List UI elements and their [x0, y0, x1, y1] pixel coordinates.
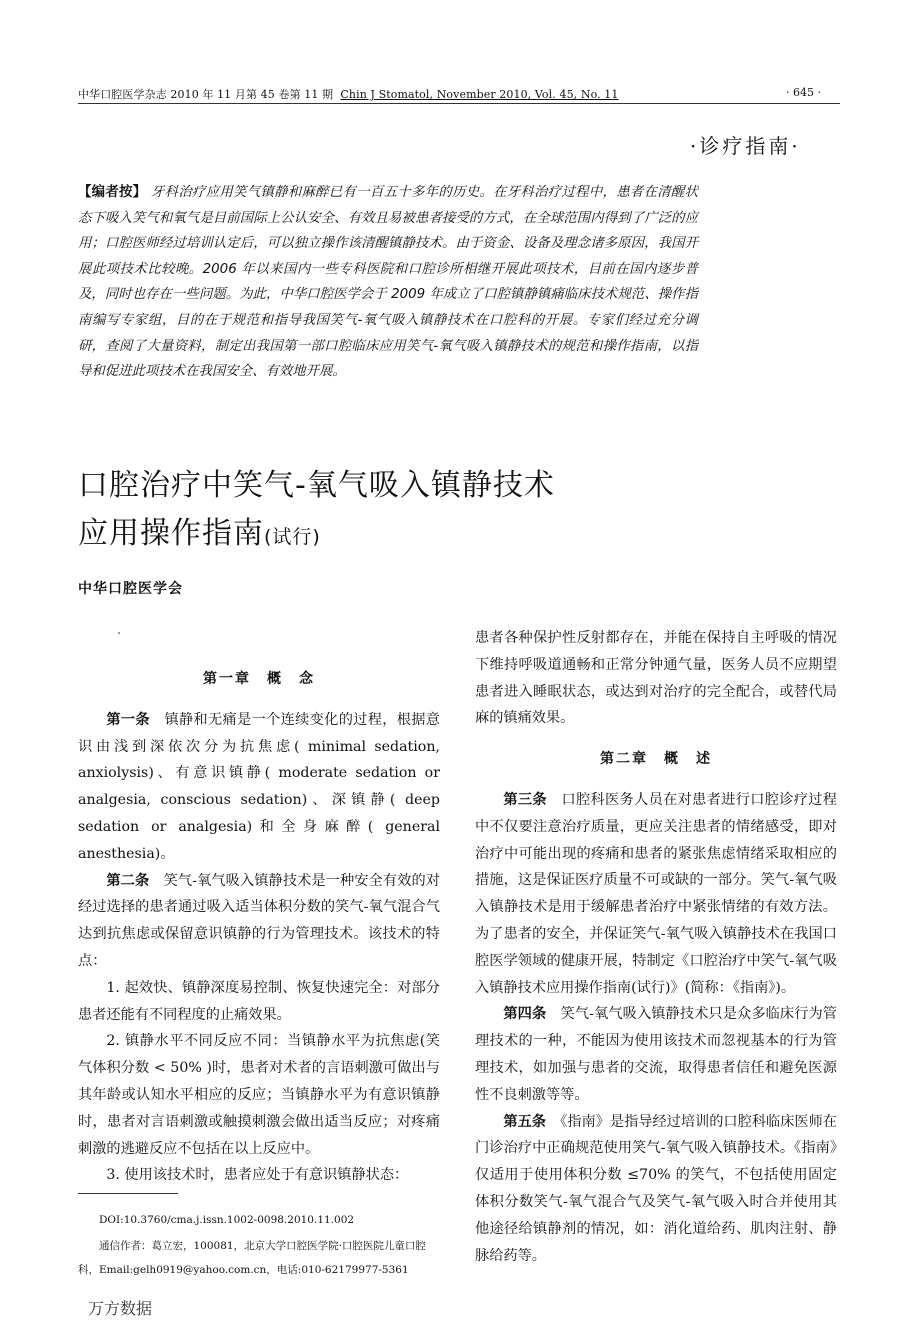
article-3-label: 第三条 — [503, 791, 547, 808]
article-4-label: 第四条 — [503, 1006, 547, 1023]
left-column — [78, 660, 440, 1189]
list-item-2: 2. 镇静水平不同反应不同：当镇静水平为抗焦虑(笑气体积分数 < 50% )时，患者对术者的言语刺激可做出与其年龄或认知水平相应的反应；当镇静水平为有意识镇静时，患者对言语刺激或触摸刺激会做出适当反应；对疼痛刺激的逃避反应不包括在以上反应中。 — [78, 1033, 440, 1157]
article-5-label: 第五条 — [503, 1113, 546, 1130]
chapter-heading-2: 第二章 概 述 — [600, 751, 712, 768]
footnote-doi: DOI:10.3760/cma.j.issn.1002-0098.2010.11.002 — [99, 1214, 355, 1226]
article-1-label: 第一条 — [106, 711, 150, 728]
editor-note — [78, 180, 698, 385]
footnote-divider — [78, 1193, 178, 1194]
article-4 — [475, 1001, 837, 1108]
watermark: 万方数据 — [88, 1299, 153, 1318]
list-item-3: 3. 使用该技术时，患者应处于有意识镇静状态： — [106, 1167, 409, 1184]
article-title — [78, 462, 555, 561]
author: 中华口腔医学会 — [78, 581, 183, 597]
title-line-1: 口腔治疗中笑气-氧气吸入镇静技术 — [78, 468, 555, 503]
title-line-2-main: 应用操作指南 — [78, 516, 264, 551]
article-2-label: 第二条 — [106, 872, 150, 889]
footnote-contact: 通信作者：葛立宏，100081，北京大学口腔医学院·口腔医院儿童口腔科，Email:gelh0919@yahoo.com.cn，电话:010-62179977-5361 — [78, 1240, 426, 1276]
journal-cn: 中华口腔医学杂志 2010 年 11 月第 45 卷第 11 期 — [78, 88, 334, 101]
header-divider — [78, 103, 840, 104]
article-2-text: 笑气-氧气吸入镇静技术是一种安全有效的对经过选择的患者通过吸入适当体积分数的笑气-氧气混合气达到抗焦虑或保留意识镇静的行为管理技术。该技术的特点： — [78, 872, 440, 969]
title-line-2-sub: (试行) — [264, 526, 321, 548]
title-line-2 — [78, 510, 555, 561]
section-label: ·诊疗指南· — [690, 134, 801, 158]
list-item-1: 1. 起效快、镇静深度易控制、恢复快速完全：对部分患者还能有不同程度的止痛效果。 — [78, 979, 440, 1023]
article-5-text: 《指南》是指导经过培训的口腔科临床医师在门诊治疗中正确规范使用笑气-氧气吸入镇静技术。《指南》仅适用于使用体积分数 ≤70% 的笑气，不包括使用固定体积分数笑气-氧气混合气及笑气-氧气吸入时合并使用其他途径给镇静剂的情况，如：消化道给药、肌肉注射、静脉给药等。 — [475, 1113, 837, 1264]
journal-en: Chin J Stomatol, November 2010, Vol. 45, No. 11 — [340, 88, 619, 101]
running-header-journal — [78, 86, 619, 102]
right-column — [475, 625, 837, 1269]
article-3-text: 口腔科医务人员在对患者进行口腔诊疗过程中不仅要注意治疗质量，更应关注患者的情绪感受，即对治疗中可能出现的疼痛和患者的紧张焦虑情绪采取相应的措施，这是保证医疗质量不可或缺的一部分。笑气-氧气吸入镇静技术是用于缓解患者治疗中紧张情绪的有效方法。为了患者的安全，并保证笑气-氧气吸入镇静技术在我国口腔医学领域的健康开展，特制定《口腔治疗中笑气-氧气吸入镇静技术应用操作指南(试行)》(简称：《指南》)。 — [475, 791, 837, 996]
article-1-text: 镇静和无痛是一个连续变化的过程，根据意识由浅到深依次分为抗焦虑( minimal sedation, anxiolysis)、有意识镇静( moderate sedation or analgesia, conscious sedation)、深镇静( deep sedation or analgesia)和全身麻醉( general anesthesia)。 — [78, 711, 440, 862]
article-2 — [78, 868, 440, 975]
editor-note-text: 牙科治疗应用笑气镇静和麻醉已有一百五十多年的历史。在牙科治疗过程中，患者在清醒状态下吸入笑气和氧气是目前国际上公认安全、有效且易被患者接受的方式，在全球范围内得到了广泛的应用；口腔医师经过培训认定后，可以独立操作该清醒镇静技术。由于资金、设备及理念诸多原因，我国开展此项技术比较晚。2006 年以来国内一些专科医院和口腔诊所相继开展此项技术，目前在国内逐步普及，同时也存在一些问题。为此，中华口腔医学会于 2009 年成立了口腔镇静镇痛临床技术规范、操作指南编写专家组，目的在于规范和指导我国笑气-氧气吸入镇静技术在口腔科的开展。专家们经过充分调研，查阅了大量资料，制定出我国第一部口腔临床应用笑气-氧气吸入镇静技术的规范和操作指南，以指导和促进此项技术在我国安全、有效地开展。 — [78, 185, 699, 380]
chapter-heading-1: 第一章 概 念 — [203, 671, 315, 687]
article-3 — [475, 787, 837, 1001]
page-number: · 645 · — [786, 86, 821, 99]
article-5 — [475, 1109, 837, 1270]
continued-text: 患者各种保护性反射都存在，并能在保持自主呼吸的情况下维持呼吸道通畅和正常分钟通气量，医务人员不应期望患者进入睡眠状态，或达到对治疗的完全配合，或替代局麻的镇痛效果。 — [475, 630, 837, 727]
scan-dot — [118, 632, 120, 634]
editor-note-label: 【编者按】 — [78, 185, 147, 200]
article-4-text: 笑气-氧气吸入镇静技术只是众多临床行为管理技术的一种，不能因为使用该技术而忽视基本的行为管理技术，如加强与患者的交流，取得患者信任和避免医源性不良刺激等等。 — [475, 1006, 837, 1103]
article-1 — [78, 707, 440, 868]
